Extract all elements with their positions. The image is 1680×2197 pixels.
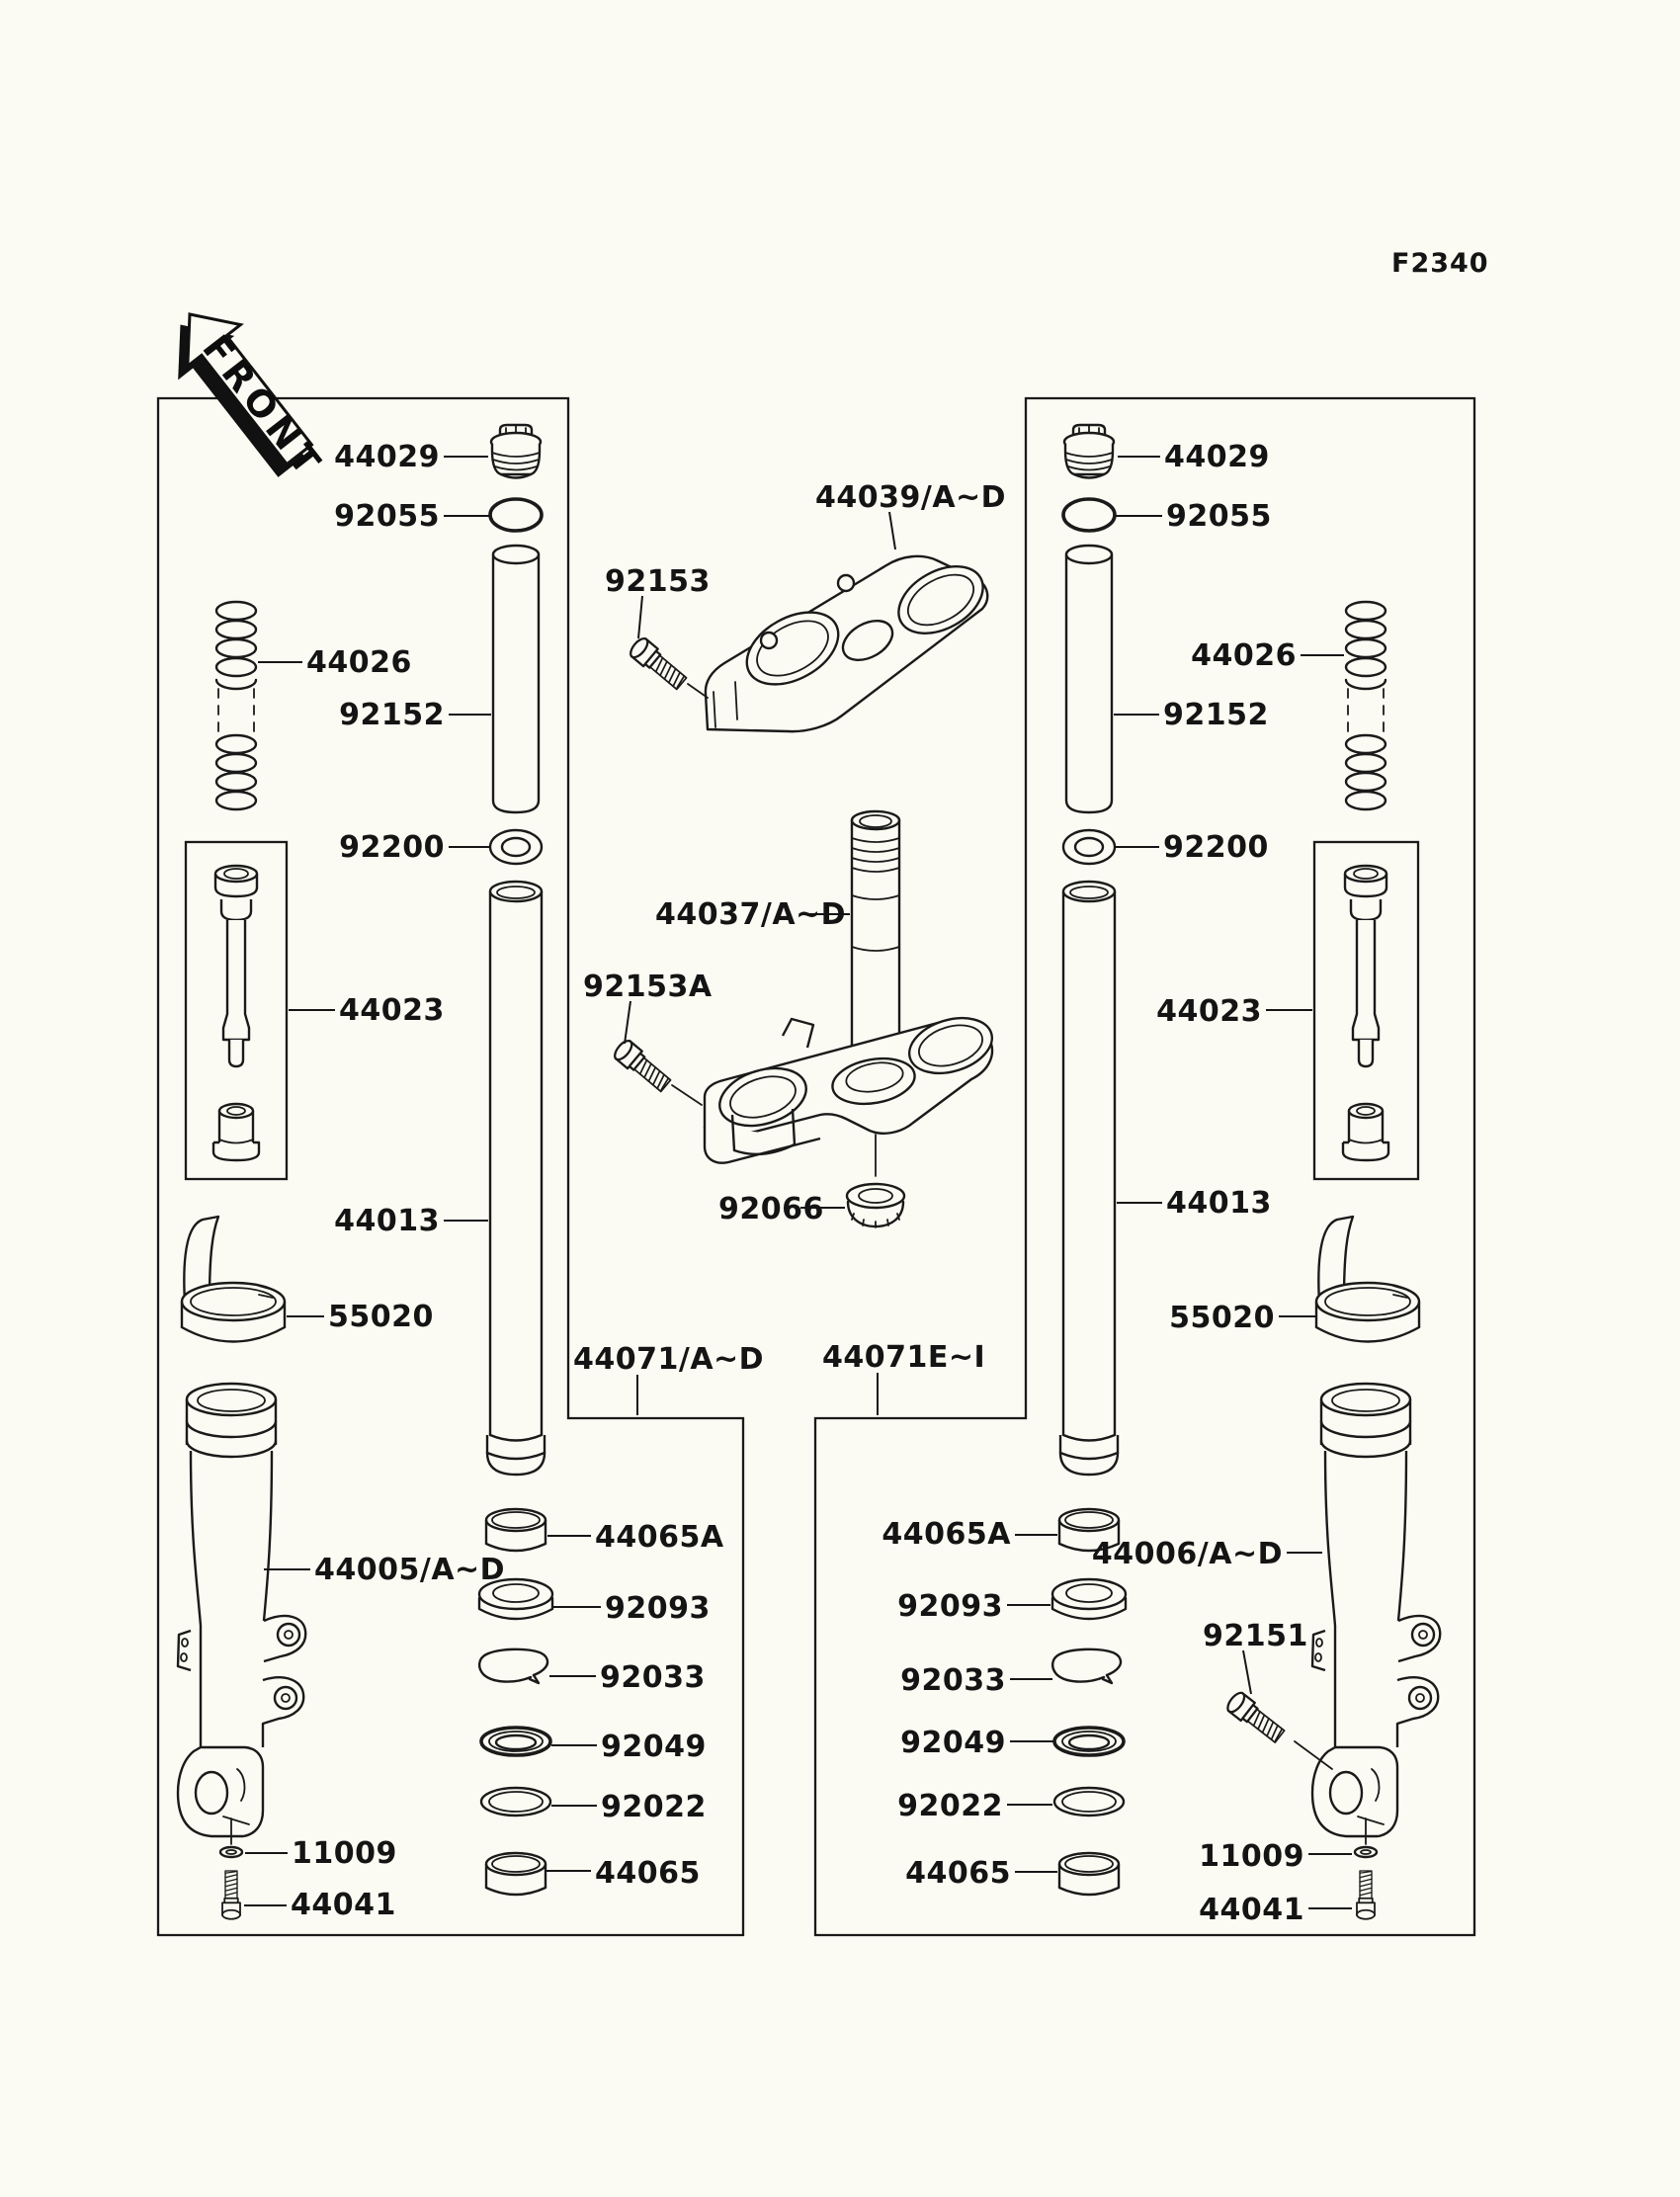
clamp-bolt-92153	[628, 635, 708, 698]
fork-protector-55020-right	[1316, 1217, 1419, 1342]
steering-bearing-92066	[847, 1135, 904, 1227]
part-label-92055-left: 92055	[334, 499, 440, 534]
part-label-44037: 44037/A~D	[655, 897, 847, 932]
leader-line-92153	[638, 596, 642, 638]
part-label-11009-right: 11009	[1199, 1839, 1304, 1874]
part-label-11009-left: 11009	[292, 1836, 397, 1871]
part-label-44065A-left: 44065A	[595, 1520, 724, 1555]
figure-code: F2340	[1391, 248, 1489, 279]
fork-protector-55020-left	[182, 1217, 285, 1342]
leader-line-44039	[889, 512, 895, 549]
part-label-44065-right: 44065	[905, 1856, 1011, 1891]
part-label-44023-right: 44023	[1156, 994, 1262, 1029]
part-label-92200-right: 92200	[1163, 830, 1269, 865]
part-label-44041-left: 44041	[291, 1888, 396, 1922]
part-label-92049-right: 92049	[900, 1726, 1006, 1760]
part-label-44026-right: 44026	[1191, 638, 1297, 673]
part-label-44029-right: 44029	[1164, 440, 1270, 474]
part-label-44006-right: 44006/A~D	[1091, 1537, 1283, 1571]
part-label-44065A-right: 44065A	[882, 1517, 1011, 1552]
part-label-92066: 92066	[718, 1192, 824, 1226]
part-label-44013-right: 44013	[1166, 1186, 1272, 1221]
part-label-44023-left: 44023	[339, 993, 445, 1028]
outer-tube-44005-left	[178, 1384, 305, 1836]
front-label: FRONT	[194, 327, 332, 487]
part-label-92049-left: 92049	[601, 1730, 707, 1764]
damper-assy-44023-left	[213, 866, 259, 1160]
part-label-92055-right: 92055	[1166, 499, 1272, 534]
part-label-92093-right: 92093	[897, 1589, 1003, 1624]
part-label-92152-left: 92152	[339, 698, 445, 732]
part-label-92022-left: 92022	[601, 1790, 707, 1824]
steering-stem-44037	[705, 811, 999, 1163]
part-label-55020-right: 55020	[1169, 1301, 1275, 1335]
pinch-bolt-92151	[1224, 1690, 1332, 1769]
upper-triple-clamp-44039	[706, 552, 994, 731]
leader-line-92153A	[625, 1001, 630, 1044]
stem-bolt-92153A	[612, 1038, 702, 1105]
part-label-92153: 92153	[605, 564, 711, 599]
part-label-92022-right: 92022	[897, 1789, 1003, 1823]
part-label-44039: 44039/A~D	[815, 480, 1007, 515]
damper-assy-44023-right	[1343, 866, 1388, 1160]
part-label-92093-left: 92093	[605, 1591, 711, 1626]
part-label-55020-left: 55020	[328, 1300, 434, 1334]
fork-spring-44026-left	[216, 602, 256, 809]
part-label-44041-right: 44041	[1199, 1893, 1304, 1927]
part-label-44071AD: 44071/A~D	[573, 1342, 765, 1377]
part-label-44026-left: 44026	[306, 645, 412, 680]
part-label-92153A: 92153A	[583, 970, 713, 1004]
part-label-44013-left: 44013	[334, 1204, 440, 1238]
part-label-92151-right: 92151	[1203, 1619, 1308, 1653]
fork-spring-44026-right	[1346, 602, 1386, 809]
part-label-92200-left: 92200	[339, 830, 445, 865]
part-label-92033-left: 92033	[600, 1660, 706, 1695]
part-label-92152-right: 92152	[1163, 698, 1269, 732]
part-label-44029-left: 44029	[334, 440, 440, 474]
part-label-44065-left: 44065	[595, 1856, 701, 1891]
part-label-44071EI: 44071E~I	[822, 1340, 986, 1375]
part-label-92033-right: 92033	[900, 1663, 1006, 1698]
leader-line-92151-right	[1243, 1650, 1251, 1694]
part-label-44005-left: 44005/A~D	[314, 1553, 506, 1587]
